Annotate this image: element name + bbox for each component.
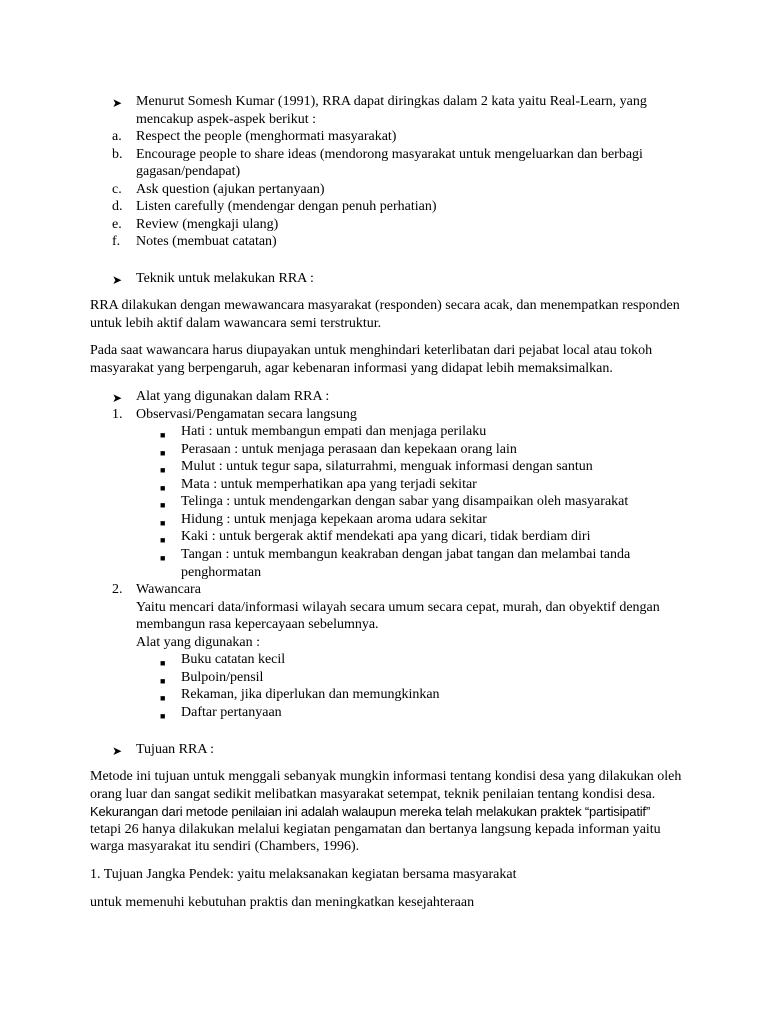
square-bullet-icon: ■ xyxy=(160,693,166,703)
list-item-continuation: penghormatan xyxy=(181,565,262,580)
list-marker: d. xyxy=(112,199,123,214)
square-bullet-icon: ■ xyxy=(160,535,166,545)
list-item: gagasan/pendapat) xyxy=(136,164,241,179)
list-marker: a. xyxy=(112,129,122,144)
square-bullet-icon: ■ xyxy=(160,483,166,493)
paragraph-line: Metode ini tujuan untuk menggali sebanyak mungkin informasi tentang kondisi desa yang dilakukan oleh xyxy=(90,769,682,784)
arrow-bullet-icon: ➤ xyxy=(112,744,123,758)
paragraph-line: Kekurangan dari metode penilaian ini adalah walaupun mereka telah melakukan praktek “partisipatif” xyxy=(90,804,650,819)
list-item: Buku catatan kecil xyxy=(181,652,286,667)
wawancara-title: Wawancara xyxy=(136,582,201,597)
short-term-goal-continuation: untuk memenuhi kebutuhan praktis dan meningkatkan kesejahteraan xyxy=(90,895,475,910)
section2-heading: Teknik untuk melakukan RRA : xyxy=(136,271,314,286)
paragraph-line: Pada saat wawancara harus diupayakan untuk menghindari keterlibatan dari pejabat local atau tokoh xyxy=(90,343,653,358)
section1-heading-line2: mencakup aspek-aspek berikut : xyxy=(136,112,316,127)
paragraph-line: RRA dilakukan dengan mewawancara masyarakat (responden) secara acak, dan menempatkan responden xyxy=(90,298,680,313)
paragraph-line: masyarakat yang berpengaruh, agar kebenaran informasi yang didapat lebih memaksimalkan. xyxy=(90,361,613,376)
section3-heading: Alat yang digunakan dalam RRA : xyxy=(136,389,330,404)
square-bullet-icon: ■ xyxy=(160,518,166,528)
list-item: Kaki : untuk bergerak aktif mendekati apa yang dicari, tidak berdiam diri xyxy=(181,529,591,544)
paragraph-line: orang luar dan sangat sedikit melibatkan masyarakat setempat, teknik penilaian tentang kondisi desa. xyxy=(90,787,656,802)
wawancara-desc-line: Yaitu mencari data/informasi wilayah secara umum secara cepat, murah, dan obyektif dengan xyxy=(136,600,660,615)
section1-heading-line1: Menurut Somesh Kumar (1991), RRA dapat diringkas dalam 2 kata yaitu Real-Learn, yang xyxy=(136,94,647,109)
alat-label: Alat yang digunakan : xyxy=(136,635,261,650)
list-item: Rekaman, jika diperlukan dan memungkinkan xyxy=(181,687,440,702)
list-item: Telinga : untuk mendengarkan dengan sabar yang disampaikan oleh masyarakat xyxy=(181,494,629,509)
arrow-bullet-icon: ➤ xyxy=(112,273,123,287)
list-item: Respect the people (menghormati masyarakat) xyxy=(136,129,397,144)
square-bullet-icon: ■ xyxy=(160,465,166,475)
paragraph-line: untuk lebih aktif dalam wawancara semi terstruktur. xyxy=(90,316,382,331)
wawancara-desc-line: membangun rasa kepercayaan sebelumnya. xyxy=(136,617,379,632)
list-item: Mulut : untuk tegur sapa, silaturrahmi, menguak informasi dengan santun xyxy=(181,459,593,474)
list-marker: c. xyxy=(112,182,122,197)
list-item: Review (mengkaji ulang) xyxy=(136,217,279,232)
observasi-title: Observasi/Pengamatan secara langsung xyxy=(136,407,357,422)
list-marker: e. xyxy=(112,217,122,232)
paragraph-line: warga masyarakat itu sendiri (Chambers, 1996). xyxy=(90,839,360,854)
square-bullet-icon: ■ xyxy=(160,658,166,668)
square-bullet-icon: ■ xyxy=(160,711,166,721)
list-marker: 2. xyxy=(112,582,123,597)
square-bullet-icon: ■ xyxy=(160,676,166,686)
short-term-goal: 1. Tujuan Jangka Pendek: yaitu melaksanakan kegiatan bersama masyarakat xyxy=(90,867,517,882)
list-item: Perasaan : untuk menjaga perasaan dan kepekaan orang lain xyxy=(181,442,517,457)
list-marker: b. xyxy=(112,147,123,162)
arrow-bullet-icon: ➤ xyxy=(112,391,123,405)
list-item: Notes (membuat catatan) xyxy=(136,234,277,249)
section4-heading: Tujuan RRA : xyxy=(136,742,215,757)
list-item: Tangan : untuk membangun keakraban dengan jabat tangan dan melambai tanda xyxy=(181,547,631,562)
list-item: Bulpoin/pensil xyxy=(181,670,264,685)
list-item: Mata : untuk memperhatikan apa yang terjadi sekitar xyxy=(181,477,477,492)
list-item: Encourage people to share ideas (mendorong masyarakat untuk mengeluarkan dan berbagi xyxy=(136,147,643,162)
square-bullet-icon: ■ xyxy=(160,430,166,440)
list-marker: f. xyxy=(112,234,121,249)
list-item: Hati : untuk membangun empati dan menjaga perilaku xyxy=(181,424,487,439)
square-bullet-icon: ■ xyxy=(160,448,166,458)
paragraph-line: tetapi 26 hanya dilakukan melalui kegiatan pengamatan dan bertanya langsung kepada informan yaitu xyxy=(90,822,661,837)
list-item: Listen carefully (mendengar dengan penuh perhatian) xyxy=(136,199,437,214)
arrow-bullet-icon: ➤ xyxy=(112,96,123,110)
square-bullet-icon: ■ xyxy=(160,553,166,563)
list-item: Ask question (ajukan pertanyaan) xyxy=(136,182,325,197)
list-item: Hidung : untuk menjaga kepekaan aroma udara sekitar xyxy=(181,512,487,527)
list-item: Daftar pertanyaan xyxy=(181,705,282,720)
square-bullet-icon: ■ xyxy=(160,500,166,510)
list-marker: 1. xyxy=(112,407,123,422)
